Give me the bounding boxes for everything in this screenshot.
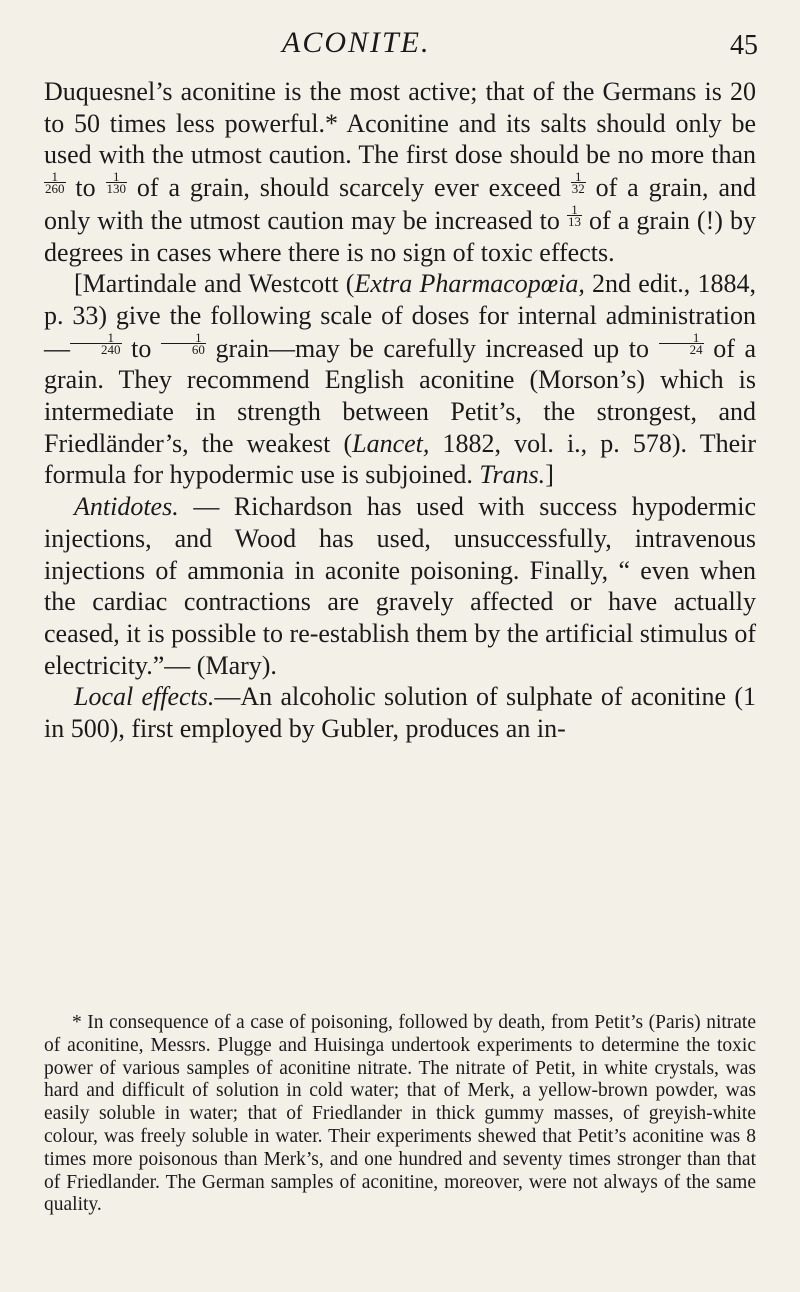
text-run: of a grain, should scarcely ever exceed xyxy=(127,173,571,203)
text-run: to xyxy=(65,173,106,203)
fraction-1-24: $\frac{1}{24}$ xyxy=(659,332,704,355)
footnote: * In consequence of a case of poisoning, followed by death, from Petit’s (Paris) nitrate of aconitine, Messrs. Plugge and Huisinga undertook experiments to determine the toxic power of various samples of aconitine nitrate. The nitrate of Petit, in white crystals, was hard and difficult of solution in cold water; that of Merk, a yellow-brown powder, was easily soluble in water; that of Friedlander in thick gummy masses, of greyish-white colour, was freely soluble in water. Their experiments shewed that Petit’s aconitine was 8 times more poisonous than Merk’s, and one hundred and seventy times stronger than that of Friedlander. The German samples of aconitine, moreover, were not always of the same quality. xyxy=(44,1012,756,1216)
paragraph-dosage xyxy=(44,76,756,268)
main-text xyxy=(44,76,756,745)
section-heading-antidotes: Antidotes. xyxy=(74,492,179,522)
book-title: Extra Pharmacopœia, xyxy=(354,269,585,299)
paragraph-antidotes xyxy=(44,491,756,681)
text-run: grain—may be carefully increased up to xyxy=(205,333,659,363)
fraction-1-240: $\frac{1}{240}$ xyxy=(70,332,122,355)
text-run: — Richardson has used with success hypodermic injections, and Wood has used, unsuccessfully, intravenous injections of ammonia in aconite poisoning. Finally, “ even when the cardiac contractions are gravely affected or have actually ceased, it is possible to re-establish them by the artificial stimulus of electricity.”— (Mary). xyxy=(44,492,756,680)
fraction-1-13: $\frac{1}{13}$ xyxy=(567,201,581,229)
fraction-1-32: $\frac{1}{32}$ xyxy=(571,169,585,197)
text-run: of a grain, and only with the utmost caution may be increased to xyxy=(44,173,756,235)
fraction-1-130: $\frac{1}{130}$ xyxy=(106,169,127,197)
journal-title: Lancet, xyxy=(352,428,430,458)
page-header xyxy=(0,26,800,66)
fraction-1-260: $\frac{1}{260}$ xyxy=(45,169,65,197)
text-run: to xyxy=(121,333,161,363)
text-run: 1882, vol. i., p. 578). Their formula for hypodermic use is subjoined. xyxy=(44,428,756,490)
text-run: of a grain. They recommend English aconitine (Morson’s) which is intermediate in strength between Petit’s, the strongest, and Friedländer’s, the weakest ( xyxy=(44,333,756,458)
page-number: 45 xyxy=(730,30,758,61)
text-run: Duquesnel’s aconitine is the most active; that of the Germans is 20 to 50 times less powerful.* Aconitine and its salts should only be used with the utmost caution. The first dose should be no more than xyxy=(44,77,756,170)
fraction-1-60: $\frac{1}{60}$ xyxy=(161,332,206,355)
footnote-block xyxy=(44,1012,756,1217)
paragraph-translator-note xyxy=(44,268,756,491)
translator-mark: Trans. xyxy=(479,460,546,490)
section-heading-local-effects: Local effects. xyxy=(74,682,215,712)
running-title: ACONITE. xyxy=(282,26,431,59)
paragraph-local-effects xyxy=(44,681,756,744)
text-run: of a grain (!) by degrees in cases where there is no sign of toxic effects. xyxy=(44,205,756,267)
text-run: [Martindale and Westcott ( xyxy=(74,269,355,299)
text-run: 2nd edit., 1884, p. 33) give the following scale of doses for internal administration— xyxy=(44,269,756,363)
text-run: ] xyxy=(545,460,554,490)
text-run: —An alcoholic solution of sulphate of aconitine (1 in 500), first employed by Gubler, produces an in- xyxy=(44,682,756,744)
